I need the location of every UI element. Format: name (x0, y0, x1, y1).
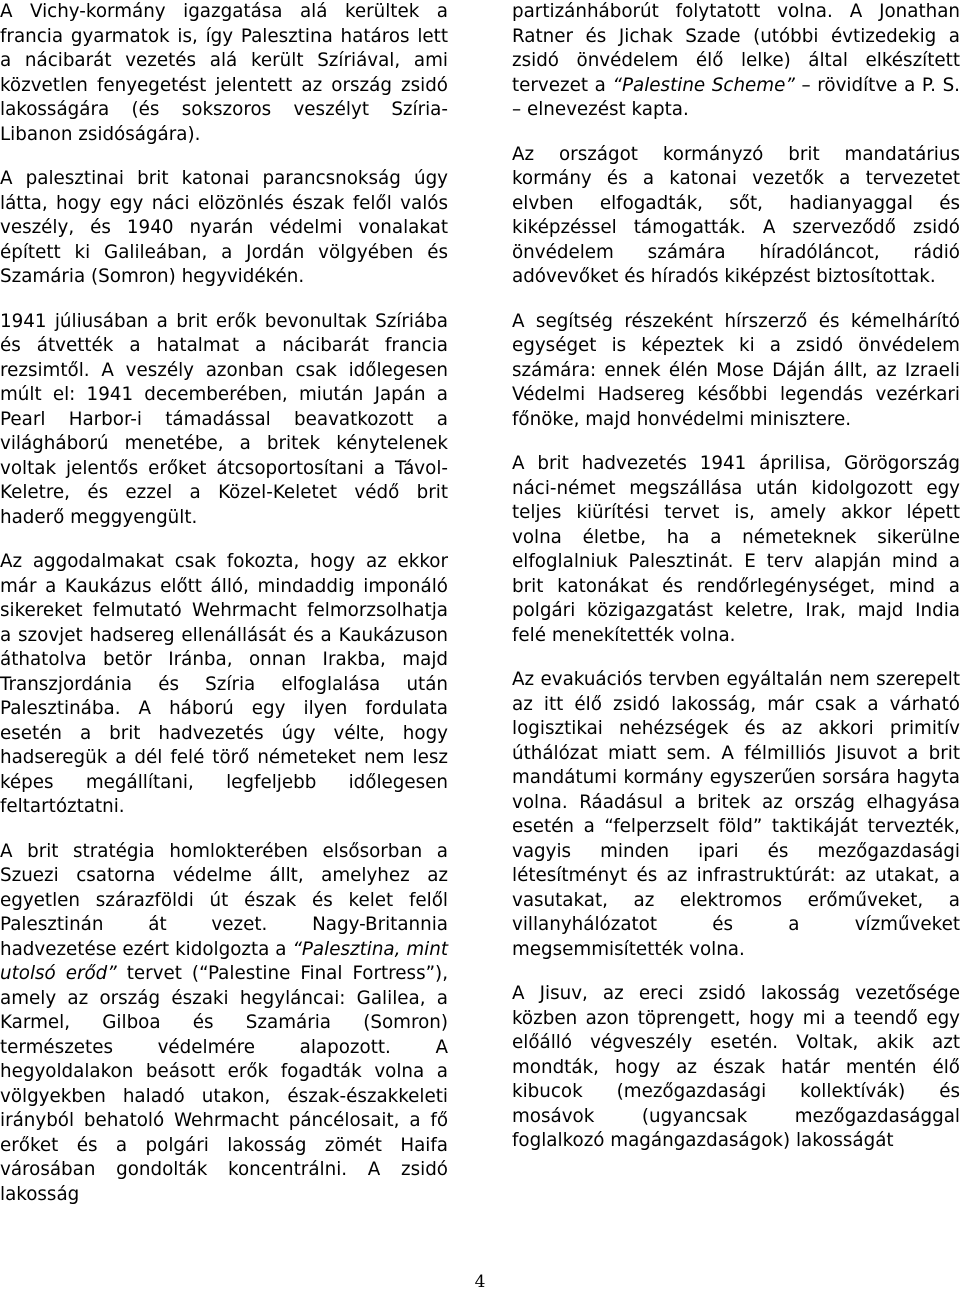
paragraph: A palesztinai brit katonai parancsnokság úgy látta, hogy egy náci elözönlés észak felől valós veszély, és 1940 nyarán védelmi vonalakat épített ki Galileában, a Jordán völgyében és Szamária (Somron) hegyvidékén. (0, 168, 448, 287)
paragraph: Az evakuációs tervben egyáltalán nem szerepelt az itt élő zsidó lakosság, már csak a várható logisztikai nehézségek és az akkori primitív úthálózat miatt sem. A félmilliós Jisuvot a brit mandátumi kormány egyszerűen sorsára hagyta volna. Ráadásul a britek az ország elhagyása esetén a “felperzselt föld” taktikáját tervezték, vagyis minden ipari és mezőgazdasági létesítményt és az infrastruktúrát: az utakat, a vasutakat, az elektromos erőműveket, a villanyhálózatot és a vízműveket megsemmisítették volna. (512, 669, 960, 960)
paragraph: Az aggodalmakat csak fokozta, hogy az ekkor már a Kaukázus előtt álló, mindaddig imponáló sikereket felmutató Wehrmacht felmorzsolhatja a szovjet hadsereg ellenállását és a Kaukázuson áthatolva betör Iránba, onnan Irakba, majd Transzjordánia és Szíria elfoglalása után Palesztinába. A háború egy ilyen fordulata esetén a brit hadvezetés úgy vélte, hogy hadseregük a dél felé törő németeket nem lesz képes megállítani, legfeljebb időlegesen feltartóztatni. (0, 551, 448, 817)
paragraph-text: partizánháborút folytatott volna. A Jonathan Ratner és Jichak Szade (utóbbi évtizedekig a zsidó önvédelem élő lelke) által elkészített tervezet a (512, 1, 960, 96)
italic-plan-name: “Palestine Scheme” (612, 74, 795, 96)
paragraph-text: tervet (“Palestine Final Fortress”), amely az ország északi hegyláncai: Galilea, a Karmel, Gilboa és Szamária (Somron) természetes védelmére alapozott. A hegyoldalakon beásott erők fogadták volna a völgyekben haladó utakon, észak-északkeleti irányból behatoló Wehrmacht páncélosait, a fő erőket és a polgári lakosság zömét Haifa városában gondolták koncentrálni. A zsidó lakosság (0, 963, 449, 1205)
paragraph (512, 0, 960, 123)
paragraph: A segítség részeként hírszerző és kémelhárító egységet is képeztek ki a zsidó önvédelem számára: ennek élén Mose Dáján állt, az Izraeli Védelmi Hadsereg későbbi legendás vezérkari főnöke, majd honvédelmi minisztere. (512, 310, 960, 430)
paragraph (0, 840, 448, 1208)
right-column (512, 0, 960, 1174)
page-number: 4 (474, 1272, 486, 1292)
paragraph: 1941 júliusában a brit erők bevonultak Szíriába és átvették a hatalmat a nácibarát francia rezsimtől. A veszély azonban csak időlegesen múlt el: 1941 decemberében, miután Japán a Pearl Harbor-i támadással beavatkozott a világháború menetébe, a britek kénytelenek voltak jelentős erőket átcsoportosítani a Távol-Keletre, és ezzel a Közel-Keletet védő brit haderő meggyengült. (0, 310, 448, 528)
left-column (0, 0, 448, 1227)
italic-plan-name: “Palesztina, mint utolsó erőd” (0, 938, 448, 984)
paragraph-text: A brit stratégia homlokterében elsősorban a Szuezi csatorna védelme állt, amelyhez az egyetlen szárazföldi út észak és kelet felől Palesztinán át vezet. Nagy-Britannia hadvezetése ezért kidolgozta a (0, 840, 448, 960)
paragraph: A Vichy-kormány igazgatása alá kerültek a francia gyarmatok is, így Palesztina határos lett a nácibarát vezetés alá került Szíriával, ami közvetlen fenyegetést jelentett az ország zsidó lakosságára (és sokszoros veszélyt Szíria-Libanon zsidóságára). (0, 1, 448, 145)
paragraph: A Jisuv, az ereci zsidó lakosság vezetősége közben azon töprengett, hogy mi a teendő egy előálló végveszély esetén. Voltak, akik azt mondták, hogy az észak határ mentén élő kibucok (mezőgazdasági kollektívák) és mosávok (ugyancsak mezőgazdasággal foglalkozó magángazdaságok) lakosságát (512, 983, 960, 1151)
paragraph-text: – rövidítve a P. S. – elnevezést kapta. (512, 74, 960, 120)
paragraph: Az országot kormányzó brit mandatárius kormány és a katonai vezetők a tervezetet elvben elfogadták, sőt, hadianyaggal és kiképzéssel támogatták. A szerveződő zsidó önvédelem számára híradóláncot, rádió adóvevőket és híradós kiképzést biztosítottak. (512, 143, 960, 287)
paragraph: A brit hadvezetés 1941 áprilisa, Görögország náci-német megszállása után kidolgozott egy teljes kiürítési tervet is, amely akkor lépett volna életbe, ha a németeknek sikerülne elfoglalniuk Palesztinát. E terv alapján mind a brit katonákat és rendőrlegénységet, mind a polgári közigazgatást keletre, Irak, majd India felé menekítették volna. (512, 453, 960, 646)
